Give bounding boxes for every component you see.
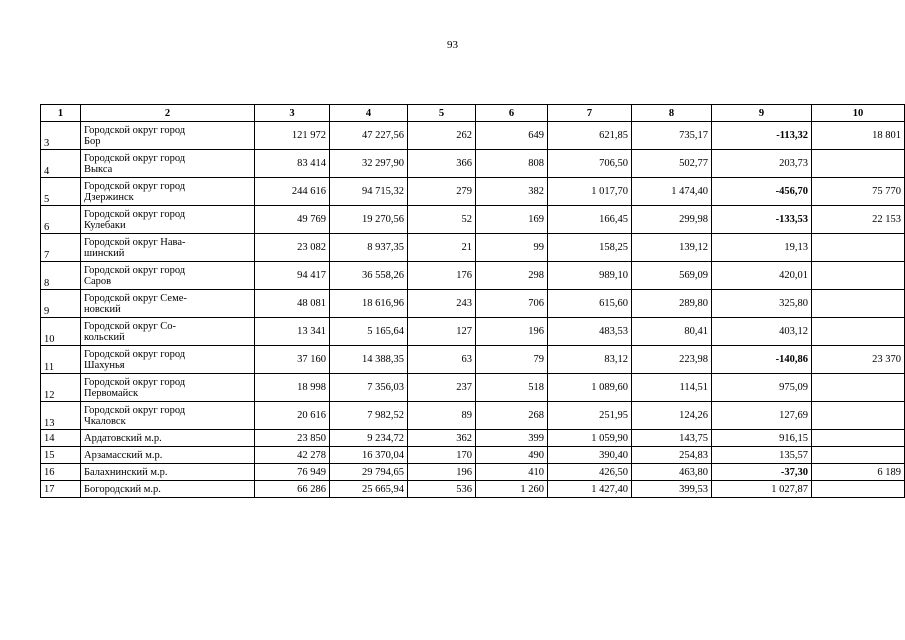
municipality-name-line-1: Городской округ город <box>84 404 186 416</box>
value-cell-col8: 254,83 <box>632 447 712 464</box>
municipality-name-cell <box>81 206 255 234</box>
municipal-data-table <box>40 104 905 498</box>
value-cell-col8: 114,51 <box>632 374 712 402</box>
value-cell-col8: 124,26 <box>632 402 712 430</box>
row-number-cell: 6 <box>41 206 81 234</box>
table-row <box>41 150 905 178</box>
value-cell-col7: 615,60 <box>548 290 632 318</box>
value-cell-col5: 89 <box>408 402 476 430</box>
value-cell-col9: -113,32 <box>712 122 812 150</box>
table-row <box>41 318 905 346</box>
row-number-cell: 11 <box>41 346 81 374</box>
value-cell-col10 <box>812 481 905 498</box>
value-cell-col6: 399 <box>476 430 548 447</box>
table-row <box>41 178 905 206</box>
value-cell-col5: 536 <box>408 481 476 498</box>
value-cell-col5: 170 <box>408 447 476 464</box>
value-cell-col8: 139,12 <box>632 234 712 262</box>
value-cell-col7: 166,45 <box>548 206 632 234</box>
value-cell-col7: 390,40 <box>548 447 632 464</box>
table-row <box>41 290 905 318</box>
value-cell-col3: 121 972 <box>255 122 330 150</box>
value-cell-col10 <box>812 374 905 402</box>
header-row <box>41 105 905 122</box>
municipality-name-line-1: Городской округ Семе- <box>84 292 187 304</box>
value-cell-col6: 490 <box>476 447 548 464</box>
municipality-name-cell <box>81 290 255 318</box>
municipality-name-line-2: новский <box>84 303 121 315</box>
column-header: 5 <box>408 105 476 122</box>
municipality-name-line-1: Балахнинский м.р. <box>84 466 168 478</box>
value-cell-col7: 251,95 <box>548 402 632 430</box>
table-row <box>41 402 905 430</box>
value-cell-col9: 975,09 <box>712 374 812 402</box>
value-cell-col3: 48 081 <box>255 290 330 318</box>
table-row <box>41 447 905 464</box>
municipality-name-line-1: Городской округ город <box>84 264 186 276</box>
municipality-name-cell <box>81 262 255 290</box>
value-cell-col7: 706,50 <box>548 150 632 178</box>
row-number-cell: 8 <box>41 262 81 290</box>
page-number: 93 <box>447 39 458 51</box>
municipality-name-line-2: Чкаловск <box>84 415 126 427</box>
value-cell-col5: 243 <box>408 290 476 318</box>
municipality-name-line-1: Городской округ Нава- <box>84 236 186 248</box>
row-number-cell: 14 <box>41 430 81 447</box>
municipality-name-cell <box>81 402 255 430</box>
municipality-name-cell <box>81 234 255 262</box>
value-cell-col8: 289,80 <box>632 290 712 318</box>
municipality-name-cell <box>81 318 255 346</box>
value-cell-col6: 196 <box>476 318 548 346</box>
row-number-cell: 9 <box>41 290 81 318</box>
value-cell-col4: 18 616,96 <box>330 290 408 318</box>
municipality-name-cell <box>81 374 255 402</box>
value-cell-col3: 83 414 <box>255 150 330 178</box>
municipality-name-cell <box>81 447 255 464</box>
municipality-name-line-1: Городской округ город <box>84 208 186 220</box>
value-cell-col7: 1 427,40 <box>548 481 632 498</box>
column-header: 9 <box>712 105 812 122</box>
municipality-name-cell <box>81 122 255 150</box>
value-cell-col8: 80,41 <box>632 318 712 346</box>
value-cell-col4: 25 665,94 <box>330 481 408 498</box>
value-cell-col10 <box>812 318 905 346</box>
value-cell-col9: -37,30 <box>712 464 812 481</box>
value-cell-col7: 1 017,70 <box>548 178 632 206</box>
row-number-cell: 13 <box>41 402 81 430</box>
value-cell-col3: 18 998 <box>255 374 330 402</box>
value-cell-col10: 18 801 <box>812 122 905 150</box>
value-cell-col6: 649 <box>476 122 548 150</box>
municipality-name-cell <box>81 481 255 498</box>
municipality-name-line-2: шинский <box>84 247 125 259</box>
value-cell-col9: 1 027,87 <box>712 481 812 498</box>
table-body <box>41 122 905 498</box>
value-cell-col10: 23 370 <box>812 346 905 374</box>
value-cell-col5: 362 <box>408 430 476 447</box>
value-cell-col9: 916,15 <box>712 430 812 447</box>
municipality-name-line-2: Саров <box>84 275 112 287</box>
value-cell-col4: 8 937,35 <box>330 234 408 262</box>
value-cell-col3: 94 417 <box>255 262 330 290</box>
value-cell-col6: 79 <box>476 346 548 374</box>
value-cell-col5: 262 <box>408 122 476 150</box>
row-number-cell: 15 <box>41 447 81 464</box>
column-header: 8 <box>632 105 712 122</box>
value-cell-col9: -133,53 <box>712 206 812 234</box>
value-cell-col5: 176 <box>408 262 476 290</box>
table-row <box>41 234 905 262</box>
value-cell-col6: 99 <box>476 234 548 262</box>
value-cell-col8: 502,77 <box>632 150 712 178</box>
value-cell-col9: 19,13 <box>712 234 812 262</box>
municipality-name-line-2: Первомайск <box>84 387 139 399</box>
column-header: 7 <box>548 105 632 122</box>
column-header: 6 <box>476 105 548 122</box>
value-cell-col3: 42 278 <box>255 447 330 464</box>
municipality-name-line-1: Ардатовский м.р. <box>84 432 162 444</box>
value-cell-col10 <box>812 447 905 464</box>
value-cell-col10: 6 189 <box>812 464 905 481</box>
value-cell-col5: 196 <box>408 464 476 481</box>
municipality-name-line-1: Городской округ Со- <box>84 320 177 332</box>
municipality-name-line-2: Дзержинск <box>84 191 134 203</box>
value-cell-col10: 22 153 <box>812 206 905 234</box>
table-row <box>41 122 905 150</box>
value-cell-col10 <box>812 430 905 447</box>
column-header: 4 <box>330 105 408 122</box>
value-cell-col7: 1 059,90 <box>548 430 632 447</box>
municipality-name-line-1: Городской округ город <box>84 348 186 360</box>
column-header: 1 <box>41 105 81 122</box>
value-cell-col4: 14 388,35 <box>330 346 408 374</box>
value-cell-col10 <box>812 290 905 318</box>
value-cell-col4: 7 356,03 <box>330 374 408 402</box>
municipality-name-line-2: Бор <box>84 135 101 147</box>
municipality-name-cell <box>81 150 255 178</box>
value-cell-col4: 9 234,72 <box>330 430 408 447</box>
column-header: 10 <box>812 105 905 122</box>
value-cell-col4: 32 297,90 <box>330 150 408 178</box>
municipality-name-line-1: Городской округ город <box>84 180 186 192</box>
value-cell-col4: 5 165,64 <box>330 318 408 346</box>
value-cell-col9: 127,69 <box>712 402 812 430</box>
table-row <box>41 481 905 498</box>
row-number-cell: 4 <box>41 150 81 178</box>
value-cell-col6: 706 <box>476 290 548 318</box>
row-number-cell: 10 <box>41 318 81 346</box>
row-number-cell: 5 <box>41 178 81 206</box>
value-cell-col5: 63 <box>408 346 476 374</box>
value-cell-col7: 83,12 <box>548 346 632 374</box>
value-cell-col10 <box>812 402 905 430</box>
value-cell-col10: 75 770 <box>812 178 905 206</box>
municipality-name-line-2: Кулебаки <box>84 219 126 231</box>
table-row <box>41 346 905 374</box>
value-cell-col6: 1 260 <box>476 481 548 498</box>
value-cell-col5: 279 <box>408 178 476 206</box>
value-cell-col4: 36 558,26 <box>330 262 408 290</box>
municipality-name-line-1: Арзамасский м.р. <box>84 449 163 461</box>
municipality-name-line-2: Выкса <box>84 163 113 175</box>
municipality-name-cell <box>81 464 255 481</box>
value-cell-col7: 621,85 <box>548 122 632 150</box>
row-number-cell: 7 <box>41 234 81 262</box>
value-cell-col3: 23 082 <box>255 234 330 262</box>
value-cell-col6: 808 <box>476 150 548 178</box>
value-cell-col5: 237 <box>408 374 476 402</box>
municipality-name-cell <box>81 178 255 206</box>
value-cell-col3: 76 949 <box>255 464 330 481</box>
value-cell-col4: 19 270,56 <box>330 206 408 234</box>
value-cell-col4: 47 227,56 <box>330 122 408 150</box>
value-cell-col10 <box>812 262 905 290</box>
row-number-cell: 16 <box>41 464 81 481</box>
value-cell-col8: 143,75 <box>632 430 712 447</box>
municipality-name-line-1: Городской округ город <box>84 152 186 164</box>
value-cell-col8: 299,98 <box>632 206 712 234</box>
value-cell-col3: 49 769 <box>255 206 330 234</box>
value-cell-col9: 325,80 <box>712 290 812 318</box>
value-cell-col8: 1 474,40 <box>632 178 712 206</box>
municipality-name-line-1: Богородский м.р. <box>84 483 161 495</box>
value-cell-col8: 463,80 <box>632 464 712 481</box>
value-cell-col8: 223,98 <box>632 346 712 374</box>
value-cell-col6: 268 <box>476 402 548 430</box>
value-cell-col7: 989,10 <box>548 262 632 290</box>
value-cell-col5: 366 <box>408 150 476 178</box>
value-cell-col9: 403,12 <box>712 318 812 346</box>
table-row <box>41 206 905 234</box>
table-row <box>41 262 905 290</box>
value-cell-col6: 382 <box>476 178 548 206</box>
column-header: 2 <box>81 105 255 122</box>
municipality-name-cell <box>81 430 255 447</box>
value-cell-col4: 16 370,04 <box>330 447 408 464</box>
value-cell-col4: 94 715,32 <box>330 178 408 206</box>
table-row <box>41 430 905 447</box>
value-cell-col4: 7 982,52 <box>330 402 408 430</box>
value-cell-col6: 169 <box>476 206 548 234</box>
table-row <box>41 374 905 402</box>
value-cell-col6: 410 <box>476 464 548 481</box>
municipality-name-cell <box>81 346 255 374</box>
value-cell-col6: 518 <box>476 374 548 402</box>
value-cell-col9: 135,57 <box>712 447 812 464</box>
value-cell-col3: 20 616 <box>255 402 330 430</box>
value-cell-col3: 244 616 <box>255 178 330 206</box>
value-cell-col9: 420,01 <box>712 262 812 290</box>
value-cell-col10 <box>812 150 905 178</box>
value-cell-col8: 399,53 <box>632 481 712 498</box>
value-cell-col5: 52 <box>408 206 476 234</box>
municipality-name-line-1: Городской округ город <box>84 376 186 388</box>
value-cell-col7: 426,50 <box>548 464 632 481</box>
column-header: 3 <box>255 105 330 122</box>
value-cell-col7: 1 089,60 <box>548 374 632 402</box>
value-cell-col8: 569,09 <box>632 262 712 290</box>
value-cell-col7: 483,53 <box>548 318 632 346</box>
value-cell-col9: -140,86 <box>712 346 812 374</box>
value-cell-col3: 13 341 <box>255 318 330 346</box>
value-cell-col3: 23 850 <box>255 430 330 447</box>
value-cell-col3: 37 160 <box>255 346 330 374</box>
row-number-cell: 3 <box>41 122 81 150</box>
value-cell-col4: 29 794,65 <box>330 464 408 481</box>
row-number-cell: 17 <box>41 481 81 498</box>
municipality-name-line-2: кольский <box>84 331 125 343</box>
value-cell-col10 <box>812 234 905 262</box>
value-cell-col7: 158,25 <box>548 234 632 262</box>
table-row <box>41 464 905 481</box>
value-cell-col5: 21 <box>408 234 476 262</box>
value-cell-col5: 127 <box>408 318 476 346</box>
value-cell-col6: 298 <box>476 262 548 290</box>
value-cell-col8: 735,17 <box>632 122 712 150</box>
municipality-name-line-1: Городской округ город <box>84 124 186 136</box>
municipality-name-line-2: Шахунья <box>84 359 125 371</box>
row-number-cell: 12 <box>41 374 81 402</box>
value-cell-col3: 66 286 <box>255 481 330 498</box>
value-cell-col9: -456,70 <box>712 178 812 206</box>
value-cell-col9: 203,73 <box>712 150 812 178</box>
